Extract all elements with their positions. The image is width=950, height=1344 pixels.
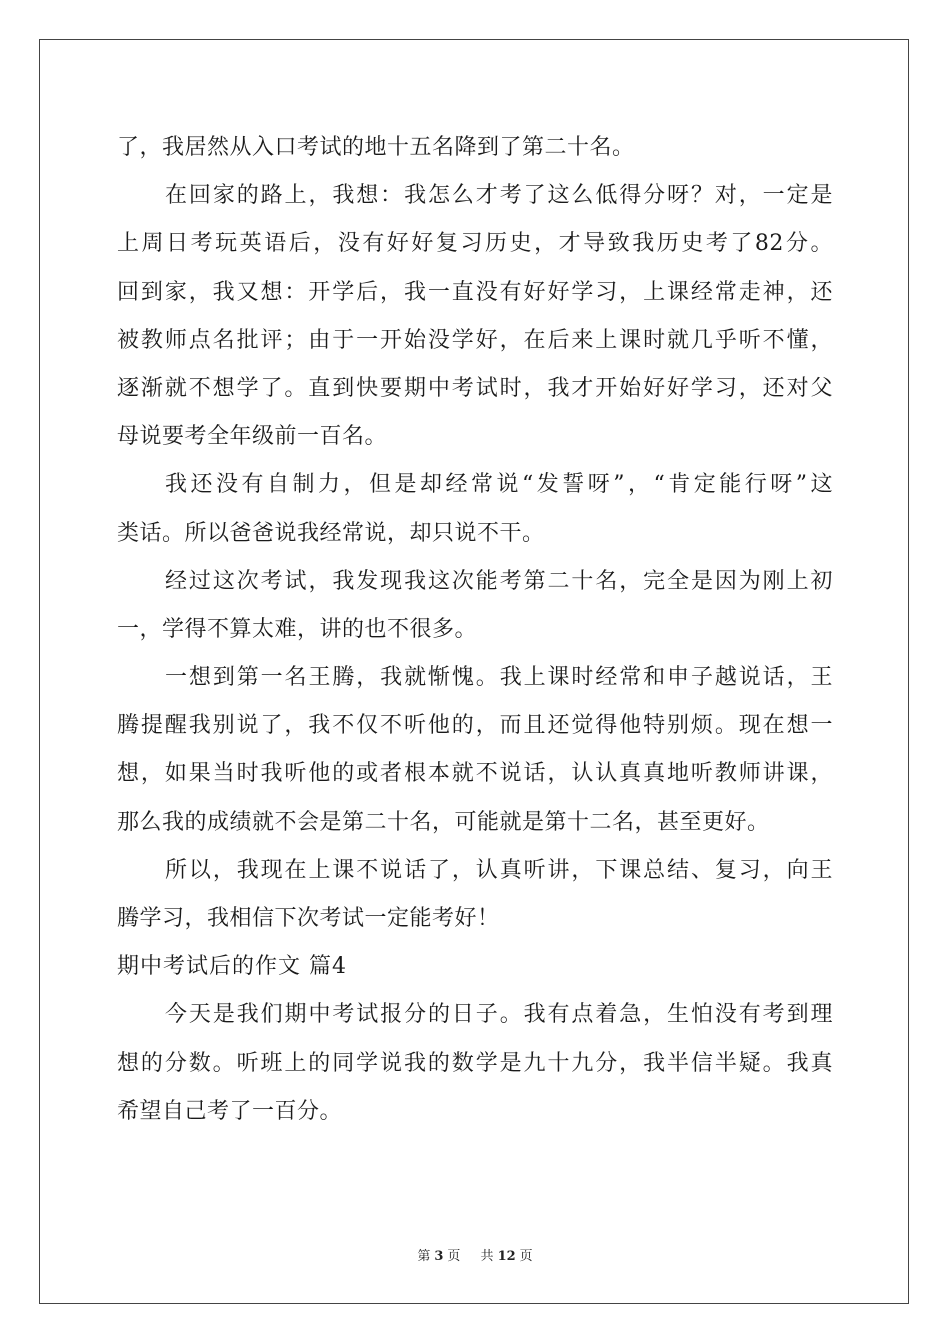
text-line: 了，我居然从入口考试的地十五名降到了第二十名。 — [117, 135, 635, 160]
text-line: 腾学习，我相信下次考试一定能考好！ — [117, 906, 500, 931]
text-line: 被教师点名批评；由于一开始没学好，在后来上课时就几乎听不懂， — [117, 327, 833, 353]
text-line: 希望自己考了一百分。 — [117, 1098, 343, 1124]
page-indicator — [413, 1249, 464, 1264]
text-line: 上周日考玩英语后，没有好好复习历史，才导致我历史考了82分。 — [117, 231, 833, 257]
text-line: 腾提醒我别说了，我不仅不听他的，而且还觉得他特别烦。现在想一 — [117, 713, 833, 739]
total-pages: 12 — [497, 1249, 516, 1264]
text-line: 逐渐就不想学了。直到快要期中考试时，我才开始好好学习，还对父 — [117, 375, 833, 401]
text-line: 母说要考全年级前一百名。 — [117, 424, 388, 450]
page-prefix: 第 — [417, 1249, 431, 1264]
page-number: 3 — [434, 1249, 444, 1264]
text-line: 一想到第一名王腾，我就惭愧。我上课时经常和申子越说话，王 — [165, 665, 833, 691]
document-body — [117, 124, 833, 1136]
text-line: 今天是我们期中考试报分的日子。我有点着急，生怕没有考到理 — [165, 1002, 833, 1028]
section-heading: 期中考试后的作文 篇4 — [117, 954, 347, 980]
total-prefix: 共 — [480, 1249, 494, 1264]
total-pages-indicator — [477, 1249, 537, 1264]
text-line: 一，学得不算太难，讲的也不很多。 — [117, 616, 478, 642]
text-line: 我还没有自制力，但是却经常说“发誓呀”，“肯定能行呀”这 — [165, 472, 833, 498]
text-line: 回到家，我又想：开学后，我一直没有好好学习，上课经常走神，还 — [117, 279, 833, 305]
text-line: 经过这次考试，我发现我这次能考第二十名，完全是因为刚上初 — [165, 568, 833, 594]
text-line: 在回家的路上，我想：我怎么才考了这么低得分呀？对，一定是 — [165, 183, 833, 209]
text-line: 想的分数。听班上的同学说我的数学是九十九分，我半信半疑。我真 — [117, 1050, 833, 1076]
text-line: 想，如果当时我听他的或者根本就不说话，认认真真地听教师讲课， — [117, 761, 833, 787]
text-line: 类话。所以爸爸说我经常说，却只说不干。 — [117, 520, 545, 546]
text-line: 那么我的成绩就不会是第二十名，可能就是第十二名，甚至更好。 — [117, 809, 770, 835]
page-footer — [0, 1245, 950, 1264]
text-line: 所以，我现在上课不说话了，认真听讲，下课总结、复习，向王 — [165, 857, 833, 883]
page-suffix: 页 — [447, 1249, 461, 1264]
total-suffix: 页 — [519, 1249, 533, 1264]
